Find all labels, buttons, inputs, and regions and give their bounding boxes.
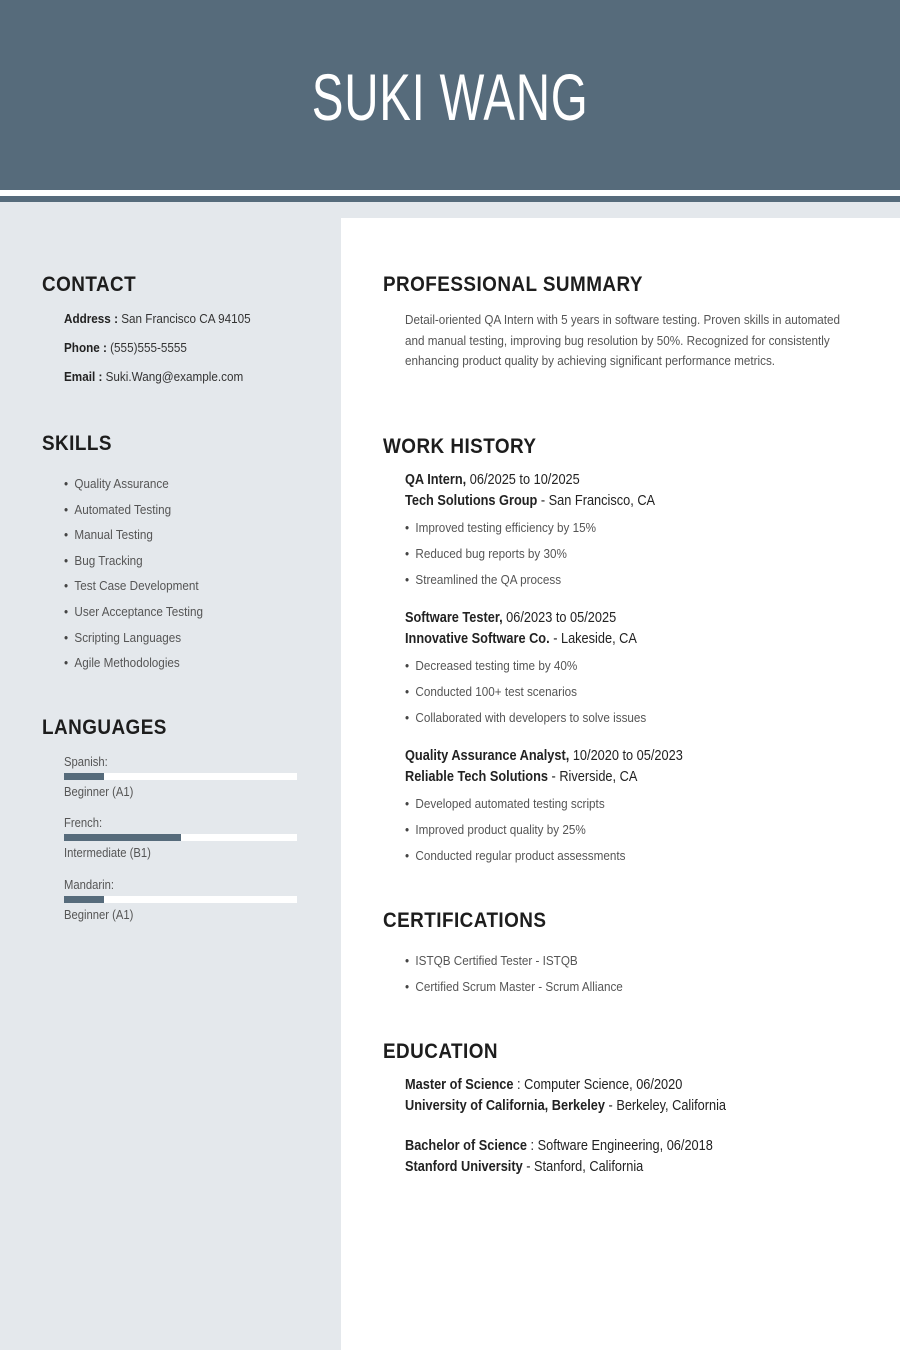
summary-text: Detail-oriented QA Intern with 5 years in software testing. Proven skills in automated and manual testing, improving bug resolution by 50%. Recognized for consistently enhancing product quality by achieving significant performance metrics. (405, 312, 841, 369)
language-french (64, 816, 298, 860)
skill-item: • Test Case Development (64, 573, 203, 599)
responsibility-item: • Improved product quality by 25% (405, 817, 625, 843)
job-location: - Riverside, CA (547, 769, 638, 785)
job-title-line (405, 610, 616, 626)
skill-item: • Manual Testing (64, 522, 203, 548)
job-responsibilities (405, 791, 650, 868)
email-label: Email : (64, 369, 103, 384)
job-company: Innovative Software Co. (405, 631, 550, 647)
candidate-name: SUKI WANG (311, 60, 589, 134)
job-role: QA Intern, (405, 472, 467, 488)
responsibility-item: • Streamlined the QA process (405, 567, 596, 593)
job-company-line (405, 493, 655, 509)
job-company: Tech Solutions Group (405, 493, 538, 509)
job-company-line (405, 631, 637, 647)
job-role: Quality Assurance Analyst, (405, 748, 570, 764)
responsibility-item: • Decreased testing time by 40% (405, 653, 646, 679)
language-level: Beginner (A1) (64, 908, 134, 922)
responsibility-item: • Conducted 100+ test scenarios (405, 679, 646, 705)
language-name: Mandarin: (64, 878, 115, 892)
job-role: Software Tester, (405, 610, 503, 626)
job-location: - San Francisco, CA (537, 493, 656, 509)
skill-item: • User Acceptance Testing (64, 599, 203, 625)
education-school-line (405, 1159, 643, 1175)
job-company-line (405, 769, 637, 785)
degree: Bachelor of Science (405, 1138, 527, 1154)
language-proficiency-bar (64, 834, 297, 841)
language-proficiency-fill (64, 896, 104, 903)
certifications-heading: CERTIFICATIONS (383, 909, 547, 932)
summary-heading: PROFESSIONAL SUMMARY (383, 273, 643, 296)
content-top-strip (341, 202, 900, 218)
job-dates: 06/2025 to 10/2025 (466, 472, 580, 488)
responsibility-item: • Improved testing efficiency by 15% (405, 515, 596, 541)
education-degree-line (405, 1138, 713, 1154)
education-degree-line (405, 1077, 682, 1093)
language-proficiency-bar (64, 773, 297, 780)
responsibility-item: • Collaborated with developers to solve issues (405, 705, 646, 731)
work-history-heading: WORK HISTORY (383, 435, 537, 458)
skill-item: • Bug Tracking (64, 548, 203, 574)
phone-label: Phone : (64, 340, 107, 355)
language-name: Spanish: (64, 755, 108, 769)
address-value: San Francisco CA 94105 (117, 311, 251, 326)
language-proficiency-fill (64, 773, 104, 780)
education-school-line (405, 1098, 726, 1114)
certification-item: • ISTQB Certified Tester - ISTQB (405, 948, 623, 974)
contact-email (64, 369, 243, 384)
school-location: - Stanford, California (522, 1159, 644, 1175)
contact-address (64, 311, 251, 326)
responsibility-item: • Conducted regular product assessments (405, 843, 625, 869)
degree-field: : Computer Science, 06/2020 (513, 1077, 683, 1093)
skill-item: • Scripting Languages (64, 625, 203, 651)
language-name: French: (64, 816, 103, 830)
school: University of California, Berkeley (405, 1098, 605, 1114)
email-value: Suki.Wang@example.com (102, 369, 244, 384)
contact-heading: CONTACT (42, 273, 137, 296)
job-title-line (405, 472, 580, 488)
school-location: - Berkeley, California (604, 1098, 727, 1114)
skills-heading: SKILLS (42, 432, 112, 455)
education-heading: EDUCATION (383, 1040, 499, 1063)
job-company: Reliable Tech Solutions (405, 769, 548, 785)
certification-item: • Certified Scrum Master - Scrum Alliance (405, 974, 623, 1000)
phone-value: (555)555-5555 (106, 340, 187, 355)
job-location: - Lakeside, CA (549, 631, 637, 647)
degree: Master of Science (405, 1077, 514, 1093)
language-mandarin (64, 878, 298, 922)
degree-field: : Software Engineering, 06/2018 (526, 1138, 713, 1154)
skill-item: • Automated Testing (64, 497, 203, 523)
language-spanish (64, 755, 298, 799)
job-responsibilities (405, 653, 673, 730)
contact-phone (64, 340, 187, 355)
skill-item: • Quality Assurance (64, 471, 203, 497)
job-dates: 10/2020 to 05/2023 (569, 748, 683, 764)
language-proficiency-fill (64, 834, 181, 841)
skill-item: • Agile Methodologies (64, 650, 203, 676)
responsibility-item: • Reduced bug reports by 30% (405, 541, 596, 567)
address-label: Address : (64, 311, 118, 326)
job-title-line (405, 748, 683, 764)
skills-list (64, 471, 218, 676)
job-dates: 06/2023 to 05/2025 (502, 610, 617, 626)
certifications-list (405, 948, 647, 999)
resume-header (0, 0, 900, 190)
language-level: Beginner (A1) (64, 785, 134, 799)
languages-heading: LANGUAGES (42, 716, 167, 739)
language-proficiency-bar (64, 896, 297, 903)
job-responsibilities (405, 515, 617, 592)
responsibility-item: • Developed automated testing scripts (405, 791, 625, 817)
language-level: Intermediate (B1) (64, 846, 151, 860)
school: Stanford University (405, 1159, 523, 1175)
